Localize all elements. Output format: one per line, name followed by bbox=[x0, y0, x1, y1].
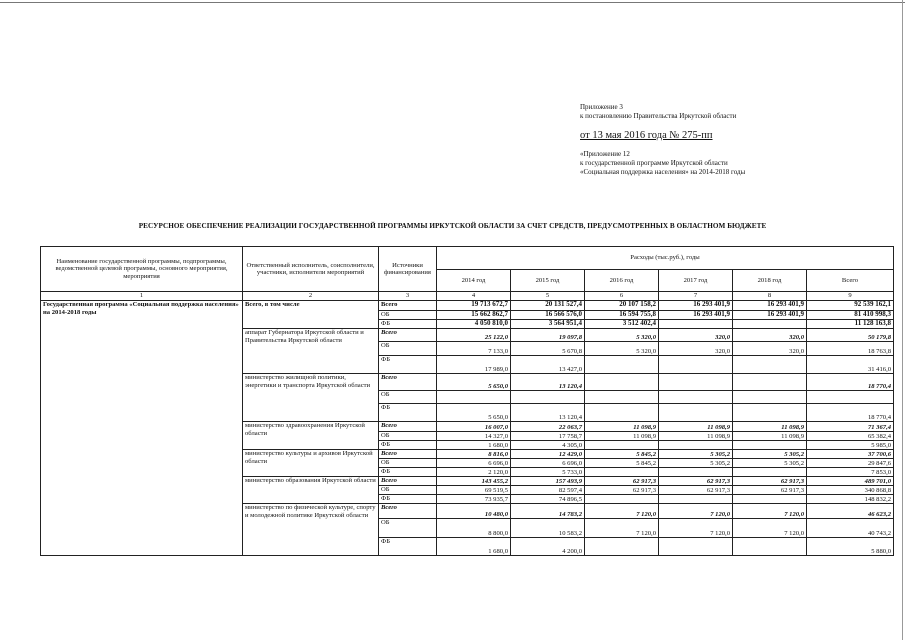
year-value-cell bbox=[585, 404, 659, 422]
total-value-cell: 50 179,8 bbox=[807, 329, 894, 342]
year-value-cell: 5 305,2 bbox=[733, 459, 807, 468]
year-value-cell: 11 098,9 bbox=[733, 432, 807, 441]
year-value-cell: 17 758,7 bbox=[511, 432, 585, 441]
source-cell: ФБ bbox=[379, 441, 437, 450]
year-value-cell: 11 098,9 bbox=[733, 422, 807, 432]
page-edge-top bbox=[0, 2, 905, 3]
year-value-cell: 14 783,2 bbox=[511, 504, 585, 519]
total-value-cell: 65 382,4 bbox=[807, 432, 894, 441]
year-value-cell: 11 098,9 bbox=[585, 422, 659, 432]
column-number: 4 bbox=[437, 292, 511, 301]
year-value-cell bbox=[659, 356, 733, 374]
year-value-cell: 143 455,2 bbox=[437, 477, 511, 486]
year-value-cell: 13 120,4 bbox=[511, 374, 585, 391]
year-value-cell: 5 320,0 bbox=[585, 342, 659, 356]
executor-cell: министерство по физической культуре, спорту и молодежной политике Иркутской области bbox=[243, 504, 379, 556]
year-value-cell bbox=[733, 320, 807, 329]
year-value-cell: 3 512 402,4 bbox=[585, 320, 659, 329]
total-value-cell: 46 623,2 bbox=[807, 504, 894, 519]
year-value-cell: 62 917,3 bbox=[733, 477, 807, 486]
year-value-cell bbox=[659, 374, 733, 391]
year-value-cell: 16 293 401,9 bbox=[659, 301, 733, 311]
year-value-cell: 11 098,9 bbox=[659, 422, 733, 432]
year-value-cell bbox=[585, 441, 659, 450]
total-value-cell: 81 410 998,3 bbox=[807, 311, 894, 320]
year-value-cell: 3 564 951,4 bbox=[511, 320, 585, 329]
executor-cell: министерство культуры и архивов Иркутской области bbox=[243, 450, 379, 477]
year-value-cell: 7 120,0 bbox=[585, 519, 659, 538]
year-value-cell: 6 696,0 bbox=[511, 459, 585, 468]
year-value-cell: 20 107 158,2 bbox=[585, 301, 659, 311]
year-value-cell bbox=[733, 404, 807, 422]
year-value-cell: 12 429,0 bbox=[511, 450, 585, 459]
year-value-cell bbox=[585, 356, 659, 374]
source-cell: ОБ bbox=[379, 342, 437, 356]
year-value-cell: 1 680,0 bbox=[437, 538, 511, 556]
year-value-cell: 13 120,4 bbox=[511, 404, 585, 422]
year-value-cell bbox=[585, 468, 659, 477]
year-value-cell: 5 845,2 bbox=[585, 459, 659, 468]
year-value-cell: 5 845,2 bbox=[585, 450, 659, 459]
resolution-reference: к постановлению Правительства Иркутской области bbox=[580, 112, 737, 120]
header-executor: Ответственный исполнитель, соисполнители, участники, исполнители мероприятий bbox=[243, 247, 379, 292]
year-value-cell: 20 131 527,4 bbox=[511, 301, 585, 311]
document-title: РЕСУРСНОЕ ОБЕСПЕЧЕНИЕ РЕАЛИЗАЦИИ ГОСУДАРСТВЕННОЙ ПРОГРАММЫ ИРКУТСКОЙ ОБЛАСТИ ЗА СЧЕТ СРЕДСТВ, ПРЕДУСМОТРЕННЫХ В ОБЛАСТНОМ БЮДЖЕТЕ bbox=[138, 222, 767, 230]
year-value-cell: 15 662 862,7 bbox=[437, 311, 511, 320]
year-value-cell: 320,0 bbox=[659, 342, 733, 356]
column-number: 7 bbox=[659, 292, 733, 301]
year-value-cell: 4 200,0 bbox=[511, 538, 585, 556]
source-cell: ФБ bbox=[379, 356, 437, 374]
year-value-cell: 2 120,0 bbox=[437, 468, 511, 477]
source-cell: Всего bbox=[379, 450, 437, 459]
year-value-cell bbox=[659, 495, 733, 504]
year-value-cell bbox=[511, 391, 585, 404]
table-row bbox=[41, 301, 894, 311]
column-numbers-row bbox=[41, 292, 894, 301]
source-cell: ОБ bbox=[379, 432, 437, 441]
year-value-cell: 17 989,0 bbox=[437, 356, 511, 374]
year-value-cell: 5 305,2 bbox=[733, 450, 807, 459]
year-value-cell: 16 566 576,0 bbox=[511, 311, 585, 320]
column-number: 6 bbox=[585, 292, 659, 301]
year-value-cell bbox=[659, 468, 733, 477]
total-value-cell: 92 539 162,1 bbox=[807, 301, 894, 311]
year-value-cell: 5 733,0 bbox=[511, 468, 585, 477]
source-cell: ФБ bbox=[379, 320, 437, 329]
year-value-cell: 7 120,0 bbox=[659, 519, 733, 538]
appendix-label: Приложение 3 bbox=[580, 103, 623, 111]
source-cell: ОБ bbox=[379, 459, 437, 468]
year-value-cell: 8 800,0 bbox=[437, 519, 511, 538]
year-value-cell bbox=[659, 404, 733, 422]
resolution-date: от 13 мая 2016 года № 275-пп bbox=[580, 130, 713, 141]
year-value-cell: 5 650,0 bbox=[437, 404, 511, 422]
budget-table bbox=[40, 246, 894, 556]
header-year: 2015 год bbox=[511, 270, 585, 292]
source-cell: Всего bbox=[379, 301, 437, 311]
column-number: 2 bbox=[243, 292, 379, 301]
program-reference: к государственной программе Иркутской области bbox=[580, 159, 728, 167]
year-value-cell: 16 293 401,9 bbox=[733, 311, 807, 320]
year-value-cell bbox=[733, 495, 807, 504]
source-cell: ОБ bbox=[379, 311, 437, 320]
total-value-cell: 18 770,4 bbox=[807, 404, 894, 422]
year-value-cell bbox=[733, 468, 807, 477]
year-value-cell: 5 650,0 bbox=[437, 374, 511, 391]
page-edge-right bbox=[902, 0, 903, 640]
year-value-cell: 320,0 bbox=[733, 342, 807, 356]
header-year: 2016 год bbox=[585, 270, 659, 292]
year-value-cell: 69 519,5 bbox=[437, 486, 511, 495]
executor-cell: министерство образования Иркутской области bbox=[243, 477, 379, 504]
year-value-cell: 1 680,0 bbox=[437, 441, 511, 450]
column-number: 3 bbox=[379, 292, 437, 301]
total-value-cell bbox=[807, 391, 894, 404]
header-expenses: Расходы (тыс.руб.), годы bbox=[437, 247, 894, 270]
source-cell: Всего bbox=[379, 329, 437, 342]
program-name-reference: «Социальная поддержка населения» на 2014-2018 годы bbox=[580, 168, 746, 176]
source-cell: ФБ bbox=[379, 404, 437, 422]
year-value-cell bbox=[659, 320, 733, 329]
year-value-cell: 7 133,0 bbox=[437, 342, 511, 356]
total-value-cell: 40 743,2 bbox=[807, 519, 894, 538]
total-value-cell: 31 416,0 bbox=[807, 356, 894, 374]
total-value-cell: 7 853,0 bbox=[807, 468, 894, 477]
header-year: 2017 год bbox=[659, 270, 733, 292]
year-value-cell: 16 293 401,9 bbox=[659, 311, 733, 320]
year-value-cell: 16 007,0 bbox=[437, 422, 511, 432]
year-value-cell bbox=[585, 391, 659, 404]
column-number: 9 bbox=[807, 292, 894, 301]
year-value-cell bbox=[733, 391, 807, 404]
source-cell: ОБ bbox=[379, 391, 437, 404]
year-value-cell bbox=[733, 441, 807, 450]
header-year: 2014 год bbox=[437, 270, 511, 292]
appendix-12-label: «Приложение 12 bbox=[580, 150, 630, 158]
source-cell: ОБ bbox=[379, 519, 437, 538]
year-value-cell: 19 097,8 bbox=[511, 329, 585, 342]
year-value-cell bbox=[733, 374, 807, 391]
year-value-cell: 22 063,7 bbox=[511, 422, 585, 432]
year-value-cell: 62 917,3 bbox=[659, 486, 733, 495]
year-value-cell: 25 122,0 bbox=[437, 329, 511, 342]
source-cell: Всего bbox=[379, 374, 437, 391]
total-value-cell: 148 832,2 bbox=[807, 495, 894, 504]
year-value-cell: 82 597,4 bbox=[511, 486, 585, 495]
source-cell: ФБ bbox=[379, 538, 437, 556]
year-value-cell: 19 713 672,7 bbox=[437, 301, 511, 311]
year-value-cell: 6 696,0 bbox=[437, 459, 511, 468]
source-cell: Всего bbox=[379, 477, 437, 486]
total-value-cell: 11 128 163,8 bbox=[807, 320, 894, 329]
executor-cell: министерство здравоохранения Иркутской области bbox=[243, 422, 379, 450]
year-value-cell: 8 816,0 bbox=[437, 450, 511, 459]
year-value-cell: 10 583,2 bbox=[511, 519, 585, 538]
year-value-cell bbox=[585, 495, 659, 504]
year-value-cell: 320,0 bbox=[733, 329, 807, 342]
program-name-cell: Государственная программа «Социальная поддержка населения» на 2014-2018 годы bbox=[41, 301, 243, 556]
total-value-cell: 18 770,4 bbox=[807, 374, 894, 391]
column-number: 5 bbox=[511, 292, 585, 301]
year-value-cell: 62 917,3 bbox=[585, 486, 659, 495]
year-value-cell: 74 896,5 bbox=[511, 495, 585, 504]
source-cell: Всего bbox=[379, 504, 437, 519]
column-number: 1 bbox=[41, 292, 243, 301]
year-value-cell bbox=[659, 441, 733, 450]
year-value-cell bbox=[585, 538, 659, 556]
header-source: Источники финансирования bbox=[379, 247, 437, 292]
header-total: Всего bbox=[807, 270, 894, 292]
year-value-cell bbox=[659, 538, 733, 556]
source-cell: ФБ bbox=[379, 468, 437, 477]
total-value-cell: 71 367,4 bbox=[807, 422, 894, 432]
year-value-cell: 62 917,3 bbox=[733, 486, 807, 495]
appendix-header bbox=[580, 103, 880, 177]
year-value-cell: 157 493,9 bbox=[511, 477, 585, 486]
year-value-cell: 7 120,0 bbox=[733, 519, 807, 538]
total-value-cell: 5 880,0 bbox=[807, 538, 894, 556]
year-value-cell: 4 305,0 bbox=[511, 441, 585, 450]
year-value-cell: 5 320,0 bbox=[585, 329, 659, 342]
year-value-cell: 10 480,0 bbox=[437, 504, 511, 519]
source-cell: ОБ bbox=[379, 486, 437, 495]
year-value-cell bbox=[733, 356, 807, 374]
year-value-cell: 62 917,3 bbox=[659, 477, 733, 486]
total-value-cell: 18 763,8 bbox=[807, 342, 894, 356]
year-value-cell: 7 120,0 bbox=[659, 504, 733, 519]
year-value-cell: 7 120,0 bbox=[585, 504, 659, 519]
year-value-cell: 16 594 755,8 bbox=[585, 311, 659, 320]
year-value-cell bbox=[733, 538, 807, 556]
column-number: 8 bbox=[733, 292, 807, 301]
year-value-cell: 5 305,2 bbox=[659, 450, 733, 459]
year-value-cell bbox=[585, 374, 659, 391]
total-value-cell: 37 700,6 bbox=[807, 450, 894, 459]
executor-cell: аппарат Губернатора Иркутской области и Правительства Иркутской области bbox=[243, 329, 379, 374]
total-value-cell: 5 985,0 bbox=[807, 441, 894, 450]
source-cell: ФБ bbox=[379, 495, 437, 504]
year-value-cell: 5 305,2 bbox=[659, 459, 733, 468]
year-value-cell: 13 427,0 bbox=[511, 356, 585, 374]
executor-cell: министерство жилищной политики, энергетики и транспорта Иркутской области bbox=[243, 374, 379, 422]
total-value-cell: 29 847,6 bbox=[807, 459, 894, 468]
year-value-cell bbox=[437, 391, 511, 404]
total-value-cell: 489 701,0 bbox=[807, 477, 894, 486]
year-value-cell: 11 098,9 bbox=[585, 432, 659, 441]
year-value-cell: 320,0 bbox=[659, 329, 733, 342]
year-value-cell: 11 098,9 bbox=[659, 432, 733, 441]
year-value-cell: 16 293 401,9 bbox=[733, 301, 807, 311]
total-value-cell: 340 868,8 bbox=[807, 486, 894, 495]
year-value-cell: 5 670,8 bbox=[511, 342, 585, 356]
year-value-cell: 4 050 810,0 bbox=[437, 320, 511, 329]
source-cell: Всего bbox=[379, 422, 437, 432]
year-value-cell: 14 327,0 bbox=[437, 432, 511, 441]
header-name: Наименование государственной программы, подпрограммы, ведомственной целевой программы, основного мероприятия, мероприятия bbox=[41, 247, 243, 292]
year-value-cell: 7 120,0 bbox=[733, 504, 807, 519]
year-value-cell bbox=[659, 391, 733, 404]
executor-cell: Всего, в том числе bbox=[243, 301, 379, 329]
year-value-cell: 62 917,3 bbox=[585, 477, 659, 486]
header-year: 2018 год bbox=[733, 270, 807, 292]
year-value-cell: 73 935,7 bbox=[437, 495, 511, 504]
